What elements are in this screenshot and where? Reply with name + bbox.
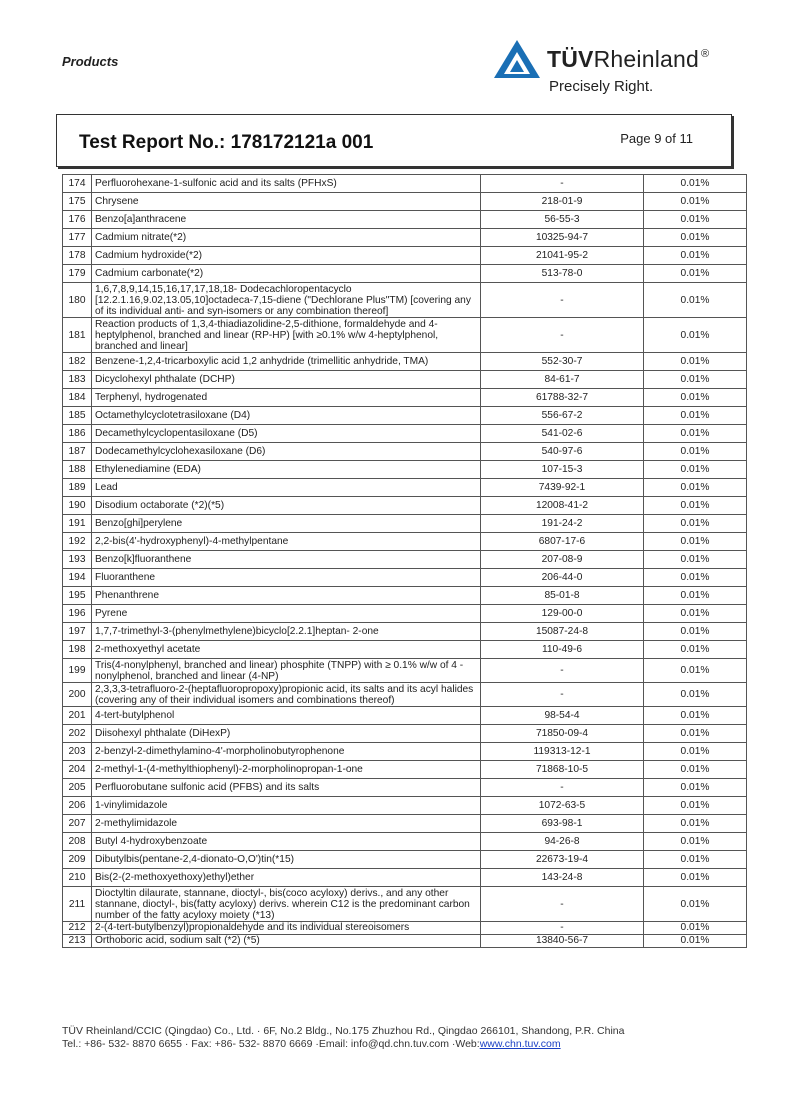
cas-number-cell: 119313-12-1 — [481, 743, 644, 761]
table-row — [63, 407, 747, 425]
table-row — [63, 605, 747, 623]
row-number-cell: 177 — [63, 229, 92, 247]
table-row — [63, 587, 747, 605]
row-number-cell: 195 — [63, 587, 92, 605]
footer-contact-text: Tel.: +86- 532- 8870 6655 · Fax: +86- 532- 8870 6669 ·Email: info@qd.chn.tuv.com ·Web: — [62, 1038, 480, 1050]
limit-cell: 0.01% — [644, 551, 747, 569]
cas-number-cell: 84-61-7 — [481, 371, 644, 389]
report-header-box — [56, 114, 732, 167]
substance-name-cell: 2,3,3,3-tetrafluoro-2-(heptafluoropropoxy)propionic acid, its salts and its acyl halides (covering any of their individual isomers and combinations thereof) — [92, 683, 481, 707]
row-number-cell: 192 — [63, 533, 92, 551]
table-row — [63, 193, 747, 211]
limit-cell: 0.01% — [644, 461, 747, 479]
cas-number-cell: - — [481, 659, 644, 683]
row-number-cell: 182 — [63, 353, 92, 371]
substance-name-cell: Phenanthrene — [92, 587, 481, 605]
row-number-cell: 174 — [63, 175, 92, 193]
table-row — [63, 283, 747, 318]
table-row — [63, 479, 747, 497]
cas-number-cell: - — [481, 318, 644, 353]
cas-number-cell: 56-55-3 — [481, 211, 644, 229]
table-row — [63, 659, 747, 683]
substance-name-cell: Cadmium carbonate(*2) — [92, 265, 481, 283]
limit-cell: 0.01% — [644, 371, 747, 389]
limit-cell: 0.01% — [644, 247, 747, 265]
table-row — [63, 833, 747, 851]
table-row — [63, 797, 747, 815]
cas-number-cell: - — [481, 283, 644, 318]
cas-number-cell: 13840-56-7 — [481, 935, 644, 948]
table-row — [63, 461, 747, 479]
cas-number-cell: - — [481, 887, 644, 922]
substance-name-cell: Diisohexyl phthalate (DiHexP) — [92, 725, 481, 743]
row-number-cell: 184 — [63, 389, 92, 407]
table-row — [63, 641, 747, 659]
row-number-cell: 185 — [63, 407, 92, 425]
table-row — [63, 851, 747, 869]
substance-name-cell: 2-benzyl-2-dimethylamino-4'-morpholinobutyrophenone — [92, 743, 481, 761]
cas-number-cell: - — [481, 922, 644, 935]
row-number-cell: 211 — [63, 887, 92, 922]
cas-number-cell: - — [481, 683, 644, 707]
limit-cell: 0.01% — [644, 869, 747, 887]
limit-cell: 0.01% — [644, 743, 747, 761]
table-row — [63, 743, 747, 761]
substance-table — [62, 174, 747, 948]
substance-name-cell: 1,7,7-trimethyl-3-(phenylmethylene)bicyclo[2.2.1]heptan- 2-one — [92, 623, 481, 641]
limit-cell: 0.01% — [644, 935, 747, 948]
row-number-cell: 179 — [63, 265, 92, 283]
cas-number-cell: 218-01-9 — [481, 193, 644, 211]
substance-name-cell: Octamethylcyclotetrasiloxane (D4) — [92, 407, 481, 425]
substance-name-cell: Bis(2-(2-methoxyethoxy)ethyl)ether — [92, 869, 481, 887]
limit-cell: 0.01% — [644, 318, 747, 353]
substance-name-cell: Dioctyltin dilaurate, stannane, dioctyl-, bis(coco acyloxy) derivs., and any other stannane, dioctyl-, bis(fatty acyloxy) derivs. wherein C12 is the predominant carbon number of the fatty acyloxy moiety (*13) — [92, 887, 481, 922]
limit-cell: 0.01% — [644, 851, 747, 869]
limit-cell: 0.01% — [644, 497, 747, 515]
limit-cell: 0.01% — [644, 815, 747, 833]
substance-name-cell: Tris(4-nonylphenyl, branched and linear) phosphite (TNPP) with ≥ 0.1% w/w of 4 -nonylphenol, branched and linear (4-NP) — [92, 659, 481, 683]
substance-name-cell: Benzene-1,2,4-tricarboxylic acid 1,2 anhydride (trimellitic anhydride, TMA) — [92, 353, 481, 371]
table-row — [63, 779, 747, 797]
limit-cell: 0.01% — [644, 479, 747, 497]
cas-number-cell: 21041-95-2 — [481, 247, 644, 265]
cas-number-cell: 110-49-6 — [481, 641, 644, 659]
footer-address: TÜV Rheinland/CCIC (Qingdao) Co., Ltd. · 6F, No.2 Bldg., No.175 Zhuzhou Rd., Qingdao 266101, Shandong, P.R. China — [62, 1025, 625, 1037]
row-number-cell: 190 — [63, 497, 92, 515]
row-number-cell: 199 — [63, 659, 92, 683]
table-row — [63, 707, 747, 725]
limit-cell: 0.01% — [644, 193, 747, 211]
limit-cell: 0.01% — [644, 922, 747, 935]
substance-name-cell: 4-tert-butylphenol — [92, 707, 481, 725]
table-row — [63, 371, 747, 389]
footer-web-link[interactable]: www.chn.tuv.com — [479, 1038, 561, 1050]
table-row — [63, 683, 747, 707]
cas-number-cell: 71868-10-5 — [481, 761, 644, 779]
cas-number-cell: 207-08-9 — [481, 551, 644, 569]
row-number-cell: 201 — [63, 707, 92, 725]
substance-name-cell: 2-(4-tert-butylbenzyl)propionaldehyde and its individual stereoisomers — [92, 922, 481, 935]
limit-cell: 0.01% — [644, 623, 747, 641]
limit-cell: 0.01% — [644, 707, 747, 725]
cas-number-cell: 15087-24-8 — [481, 623, 644, 641]
cas-number-cell: 513-78-0 — [481, 265, 644, 283]
row-number-cell: 176 — [63, 211, 92, 229]
cas-number-cell: - — [481, 175, 644, 193]
substance-name-cell: 2,2-bis(4'-hydroxyphenyl)-4-methylpentane — [92, 533, 481, 551]
row-number-cell: 204 — [63, 761, 92, 779]
row-number-cell: 212 — [63, 922, 92, 935]
substance-name-cell: 2-methylimidazole — [92, 815, 481, 833]
cas-number-cell: 61788-32-7 — [481, 389, 644, 407]
row-number-cell: 197 — [63, 623, 92, 641]
table-row — [63, 443, 747, 461]
table-row — [63, 569, 747, 587]
limit-cell: 0.01% — [644, 797, 747, 815]
limit-cell: 0.01% — [644, 641, 747, 659]
substance-name-cell: Disodium octaborate (*2)(*5) — [92, 497, 481, 515]
logo-tagline: Precisely Right. — [549, 78, 654, 95]
row-number-cell: 183 — [63, 371, 92, 389]
table-row — [63, 815, 747, 833]
row-number-cell: 206 — [63, 797, 92, 815]
limit-cell: 0.01% — [644, 779, 747, 797]
cas-number-cell: 6807-17-6 — [481, 533, 644, 551]
cas-number-cell: 552-30-7 — [481, 353, 644, 371]
substance-name-cell: Reaction products of 1,3,4-thiadiazolidine-2,5-dithione, formaldehyde and 4-heptylphenol, branched and linear (RP-HP) [with ≥0.1% w/w 4-heptylphenol, branched and linear] — [92, 318, 481, 353]
table-row — [63, 551, 747, 569]
substance-name-cell: Benzo[k]fluoranthene — [92, 551, 481, 569]
substance-name-cell: Pyrene — [92, 605, 481, 623]
table-row — [63, 623, 747, 641]
limit-cell: 0.01% — [644, 175, 747, 193]
cas-number-cell: 22673-19-4 — [481, 851, 644, 869]
table-row — [63, 265, 747, 283]
row-number-cell: 186 — [63, 425, 92, 443]
limit-cell: 0.01% — [644, 389, 747, 407]
cas-number-cell: 7439-92-1 — [481, 479, 644, 497]
substance-name-cell: Ethylenediamine (EDA) — [92, 461, 481, 479]
row-number-cell: 191 — [63, 515, 92, 533]
limit-cell: 0.01% — [644, 211, 747, 229]
row-number-cell: 198 — [63, 641, 92, 659]
substance-name-cell: Decamethylcyclopentasiloxane (D5) — [92, 425, 481, 443]
section-label: Products — [62, 54, 119, 69]
limit-cell: 0.01% — [644, 443, 747, 461]
table-row — [63, 761, 747, 779]
tuv-triangle-icon — [492, 38, 542, 80]
report-title: Test Report No.: 178172121a 001 — [79, 132, 374, 153]
cas-number-cell: 206-44-0 — [481, 569, 644, 587]
row-number-cell: 202 — [63, 725, 92, 743]
table-row — [63, 211, 747, 229]
table-row — [63, 497, 747, 515]
limit-cell: 0.01% — [644, 265, 747, 283]
cas-number-cell: 540-97-6 — [481, 443, 644, 461]
row-number-cell: 209 — [63, 851, 92, 869]
substance-name-cell: 1-vinylimidazole — [92, 797, 481, 815]
substance-name-cell: Perfluorohexane-1-sulfonic acid and its salts (PFHxS) — [92, 175, 481, 193]
row-number-cell: 203 — [63, 743, 92, 761]
table-row — [63, 247, 747, 265]
row-number-cell: 194 — [63, 569, 92, 587]
limit-cell: 0.01% — [644, 229, 747, 247]
row-number-cell: 178 — [63, 247, 92, 265]
table-row — [63, 353, 747, 371]
footer — [62, 1025, 742, 1051]
row-number-cell: 188 — [63, 461, 92, 479]
substance-name-cell: Lead — [92, 479, 481, 497]
limit-cell: 0.01% — [644, 569, 747, 587]
cas-number-cell: 94-26-8 — [481, 833, 644, 851]
tuv-logo — [492, 38, 732, 100]
cas-number-cell: 98-54-4 — [481, 707, 644, 725]
limit-cell: 0.01% — [644, 283, 747, 318]
table-row — [63, 229, 747, 247]
limit-cell: 0.01% — [644, 587, 747, 605]
limit-cell: 0.01% — [644, 605, 747, 623]
cas-number-cell: 541-02-6 — [481, 425, 644, 443]
substance-name-cell: Cadmium hydroxide(*2) — [92, 247, 481, 265]
logo-brand: TÜVRheinland ® — [547, 46, 710, 72]
cas-number-cell: 556-67-2 — [481, 407, 644, 425]
cas-number-cell: 85-01-8 — [481, 587, 644, 605]
table-row — [63, 869, 747, 887]
cas-number-cell: 107-15-3 — [481, 461, 644, 479]
table-row — [63, 935, 747, 948]
cas-number-cell: 143-24-8 — [481, 869, 644, 887]
row-number-cell: 193 — [63, 551, 92, 569]
substance-name-cell: 2-methyl-1-(4-methylthiophenyl)-2-morpholinopropan-1-one — [92, 761, 481, 779]
cas-number-cell: 71850-09-4 — [481, 725, 644, 743]
table-row — [63, 175, 747, 193]
row-number-cell: 205 — [63, 779, 92, 797]
row-number-cell: 181 — [63, 318, 92, 353]
substance-name-cell: 1,6,7,8,9,14,15,16,17,17,18,18- Dodecachloropentacyclo [12.2.1.16,9.02,13.05,10]octadeca-7,15-diene ("Dechlorane Plus"TM) [covering any of its individual anti- and syn-isomers or any combination thereof] — [92, 283, 481, 318]
substance-name-cell: Dicyclohexyl phthalate (DCHP) — [92, 371, 481, 389]
cas-number-cell: 693-98-1 — [481, 815, 644, 833]
limit-cell: 0.01% — [644, 425, 747, 443]
table-row — [63, 725, 747, 743]
cas-number-cell: 12008-41-2 — [481, 497, 644, 515]
row-number-cell: 207 — [63, 815, 92, 833]
cas-number-cell: 10325-94-7 — [481, 229, 644, 247]
substance-name-cell: Orthoboric acid, sodium salt (*2) (*5) — [92, 935, 481, 948]
limit-cell: 0.01% — [644, 407, 747, 425]
limit-cell: 0.01% — [644, 683, 747, 707]
row-number-cell: 175 — [63, 193, 92, 211]
limit-cell: 0.01% — [644, 887, 747, 922]
table-row — [63, 425, 747, 443]
table-row — [63, 533, 747, 551]
row-number-cell: 213 — [63, 935, 92, 948]
substance-name-cell: 2-methoxyethyl acetate — [92, 641, 481, 659]
substance-name-cell: Fluoranthene — [92, 569, 481, 587]
table-row — [63, 887, 747, 922]
row-number-cell: 208 — [63, 833, 92, 851]
limit-cell: 0.01% — [644, 515, 747, 533]
row-number-cell: 210 — [63, 869, 92, 887]
substance-name-cell: Chrysene — [92, 193, 481, 211]
table-row — [63, 318, 747, 353]
row-number-cell: 200 — [63, 683, 92, 707]
row-number-cell: 180 — [63, 283, 92, 318]
substance-name-cell: Cadmium nitrate(*2) — [92, 229, 481, 247]
limit-cell: 0.01% — [644, 533, 747, 551]
footer-contact — [62, 1038, 742, 1051]
limit-cell: 0.01% — [644, 353, 747, 371]
table-row — [63, 515, 747, 533]
limit-cell: 0.01% — [644, 725, 747, 743]
substance-name-cell: Benzo[a]anthracene — [92, 211, 481, 229]
cas-number-cell: - — [481, 779, 644, 797]
limit-cell: 0.01% — [644, 761, 747, 779]
page-number: Page 9 of 11 — [620, 131, 693, 146]
substance-name-cell: Terphenyl, hydrogenated — [92, 389, 481, 407]
substance-table-body — [63, 175, 747, 948]
substance-name-cell: Perfluorobutane sulfonic acid (PFBS) and its salts — [92, 779, 481, 797]
substance-name-cell: Butyl 4-hydroxybenzoate — [92, 833, 481, 851]
table-row — [63, 922, 747, 935]
row-number-cell: 189 — [63, 479, 92, 497]
substance-name-cell: Dodecamethylcyclohexasiloxane (D6) — [92, 443, 481, 461]
substance-name-cell: Dibutylbis(pentane-2,4-dionato-O,O')tin(*15) — [92, 851, 481, 869]
substance-name-cell: Benzo[ghi]perylene — [92, 515, 481, 533]
cas-number-cell: 191-24-2 — [481, 515, 644, 533]
table-row — [63, 389, 747, 407]
cas-number-cell: 1072-63-5 — [481, 797, 644, 815]
row-number-cell: 187 — [63, 443, 92, 461]
cas-number-cell: 129-00-0 — [481, 605, 644, 623]
row-number-cell: 196 — [63, 605, 92, 623]
limit-cell: 0.01% — [644, 659, 747, 683]
limit-cell: 0.01% — [644, 833, 747, 851]
